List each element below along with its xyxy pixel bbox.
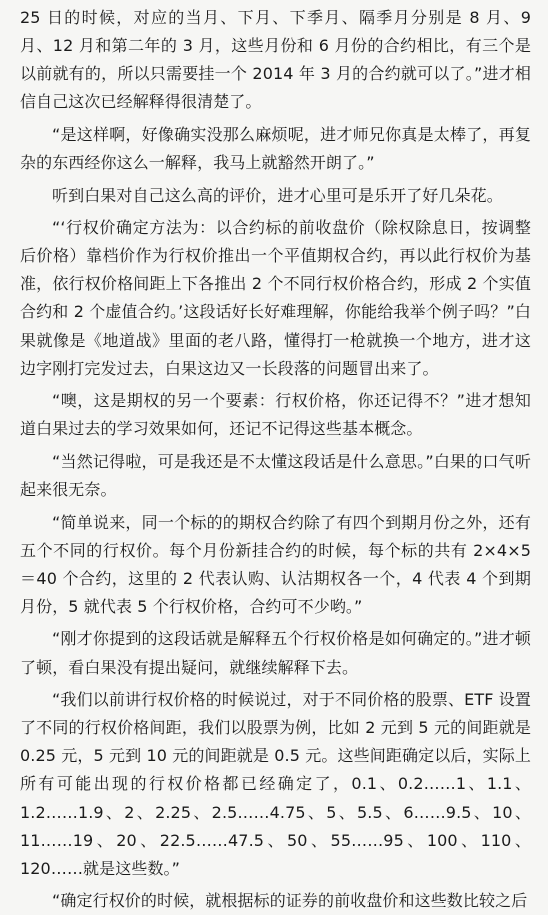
paragraph: “刚才你提到的这段话就是解释五个行权价格是如何确定的。”进才顿了顿，看白果没有提出疑问，就继续解释下去。 [20,629,531,677]
paragraph: “是这样啊，好像确实没那么麻烦呢，进才师兄你真是太棒了，再复杂的东西经你这么一解释，我马上就豁然开朗了。” [20,124,531,172]
paragraph: “‘行权价确定方法为：以合约标的前收盘价（除权除息日，按调整后价格）靠档价作为行权价推出一个平值期权合约，再以此行权价为基准，依行权价格间距上下各推出 2 个不同行权价格合约，形成 2 个实值合约和 2 个虚值合约。’这段话好长好难理解，你能给我举个例子吗？”白果就像是《地道战》里面的老八路，懂得打一枪就换一个地方，进才这边字刚打完发过去，白果这边又一长段落的问题冒出来了。 [20,218,531,378]
paragraph: “简单说来，同一个标的的期权合约除了有四个到期月份之外，还有五个不同的行权价。每个月份新挂合约的时候，每个标的共有 2×4×5＝40 个合约，这里的 2 代表认购、认沽期权各一个，4 代表 4 个到期月份，5 就代表 5 个行权价格，合约可不少哟。” [20,512,531,616]
paragraph-continuation: 25 日的时候，对应的当月、下月、下季月、隔季月分别是 8 月、9 月、12 月和第二年的 3 月，这些月份和 6 月份的合约相比，有三个是以前就有的，所以只需要挂一个 2014 年 3 月的合约就可以了。”进才相信自己这次已经解释得很清楚了。 [20,8,531,112]
paragraph: 听到白果对自己这么高的评价，进才心里可是乐开了好几朵花。 [52,185,503,205]
paragraph-truncated: “确定行权价的时候，就根据标的证券的前收盘价和这些数比较之后 [52,891,528,911]
paragraph: “我们以前讲行权价格的时候说过，对于不同价格的股票、ETF 设置了不同的行权价格间距，我们以股票为例，比如 2 元到 5 元的间距就是 0.25 元，5 元到 10 元的间距就是 0.5 元。这些间距确定以后，实际上所有可能出现的行权价格都已经确定了，0.1、0.2……1、1.1、1.2……1.9、2、2.25、2.5……4.75、5、5.5、6……9.5、10、11……19、20、22.5……47.5、50、55……95、100、110、120……就是这些数。” [20,690,531,878]
paragraph: “当然记得啦，可是我还是不太懂这段话是什么意思。”白果的口气听起来很无奈。 [20,451,531,499]
paragraph: “噢，这是期权的另一个要素：行权价格，你还记得不？”进才想知道白果过去的学习效果如何，还记不记得这些基本概念。 [20,391,531,439]
